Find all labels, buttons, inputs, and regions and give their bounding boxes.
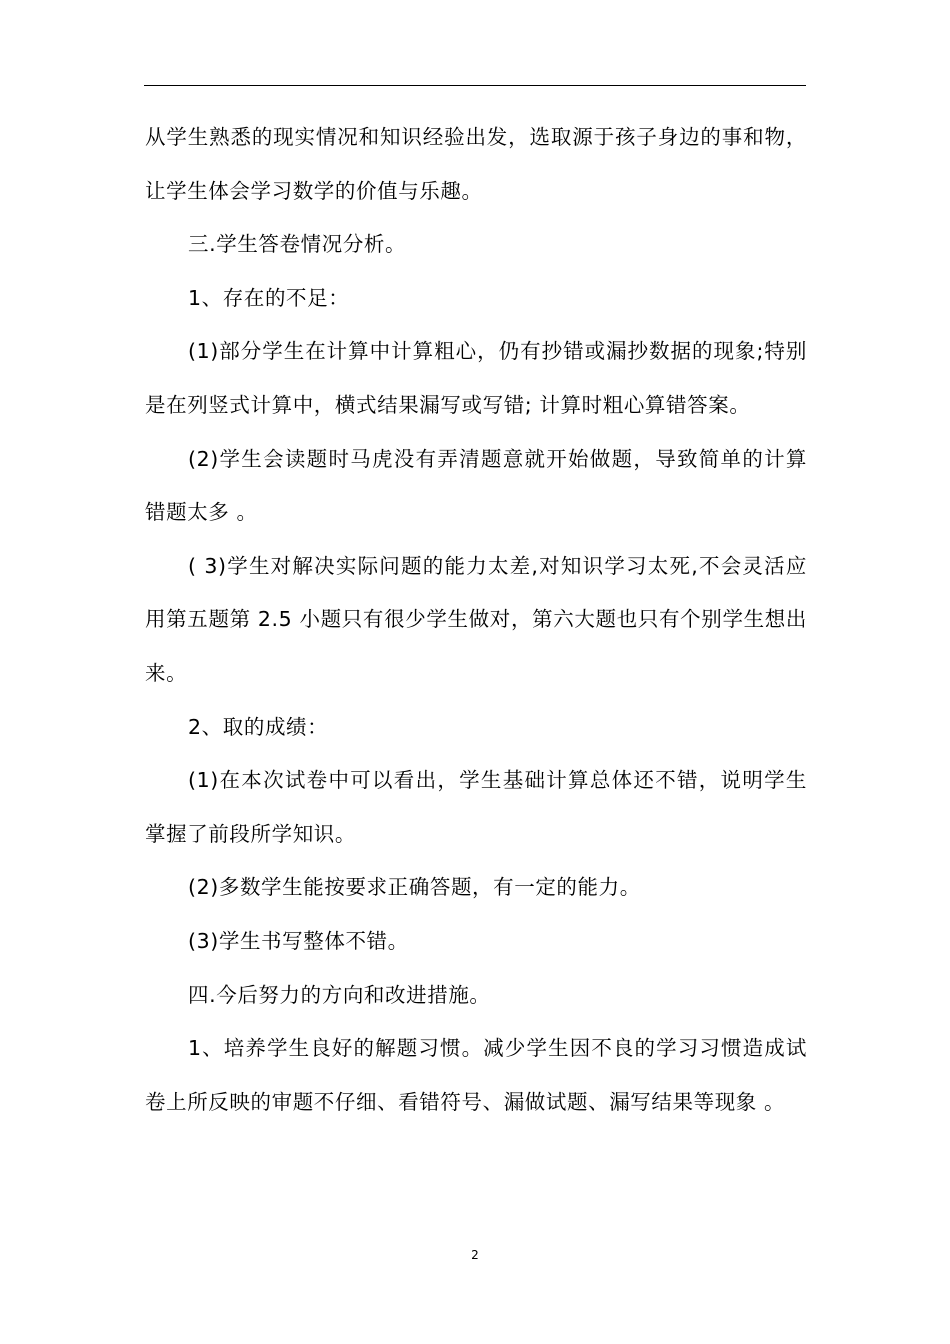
paragraph: ( 3)学生对解决实际问题的能力太差,对知识学习太死,不会灵活应用第五题第 2.5 小题只有很少学生做对，第六大题也只有个别学生想出来。 xyxy=(145,553,807,685)
paragraph: 从学生熟悉的现实情况和知识经验出发，选取源于孩子身边的事和物，让学生体会学习数学的价值与乐趣。 xyxy=(145,125,807,203)
paragraph: (1)在本次试卷中可以看出，学生基础计算总体还不错，说明学生掌握了前段所学知识。 xyxy=(145,768,807,846)
subheading: 1、存在的不足： xyxy=(188,285,350,310)
paragraph: (2)多数学生能按要求正确答题，有一定的能力。 xyxy=(188,875,641,900)
body-text xyxy=(145,111,807,1129)
section-heading: 四.今后努力的方向和改进措施。 xyxy=(188,982,491,1007)
paragraph: (1)部分学生在计算中计算粗心，仍有抄错或漏抄数据的现象;特别是在列竖式计算中，横式结果漏写或写错; 计算时粗心算错答案。 xyxy=(145,339,807,417)
paragraph: (3)学生书写整体不错。 xyxy=(188,928,409,953)
page-number: 2 xyxy=(471,1248,479,1262)
paragraph: (2)学生会读题时马虎没有弄清题意就开始做题，导致简单的计算错题太多 。 xyxy=(145,446,807,525)
section-heading: 三.学生答卷情况分析。 xyxy=(188,232,407,257)
header-rule xyxy=(144,85,806,86)
paragraph: 1、培养学生良好的解题习惯。减少学生因不良的学习习惯造成试卷上所反映的审题不仔细、看错符号、漏做试题、漏写结果等现象 。 xyxy=(145,1036,807,1114)
subheading: 2、取的成绩： xyxy=(188,714,329,739)
